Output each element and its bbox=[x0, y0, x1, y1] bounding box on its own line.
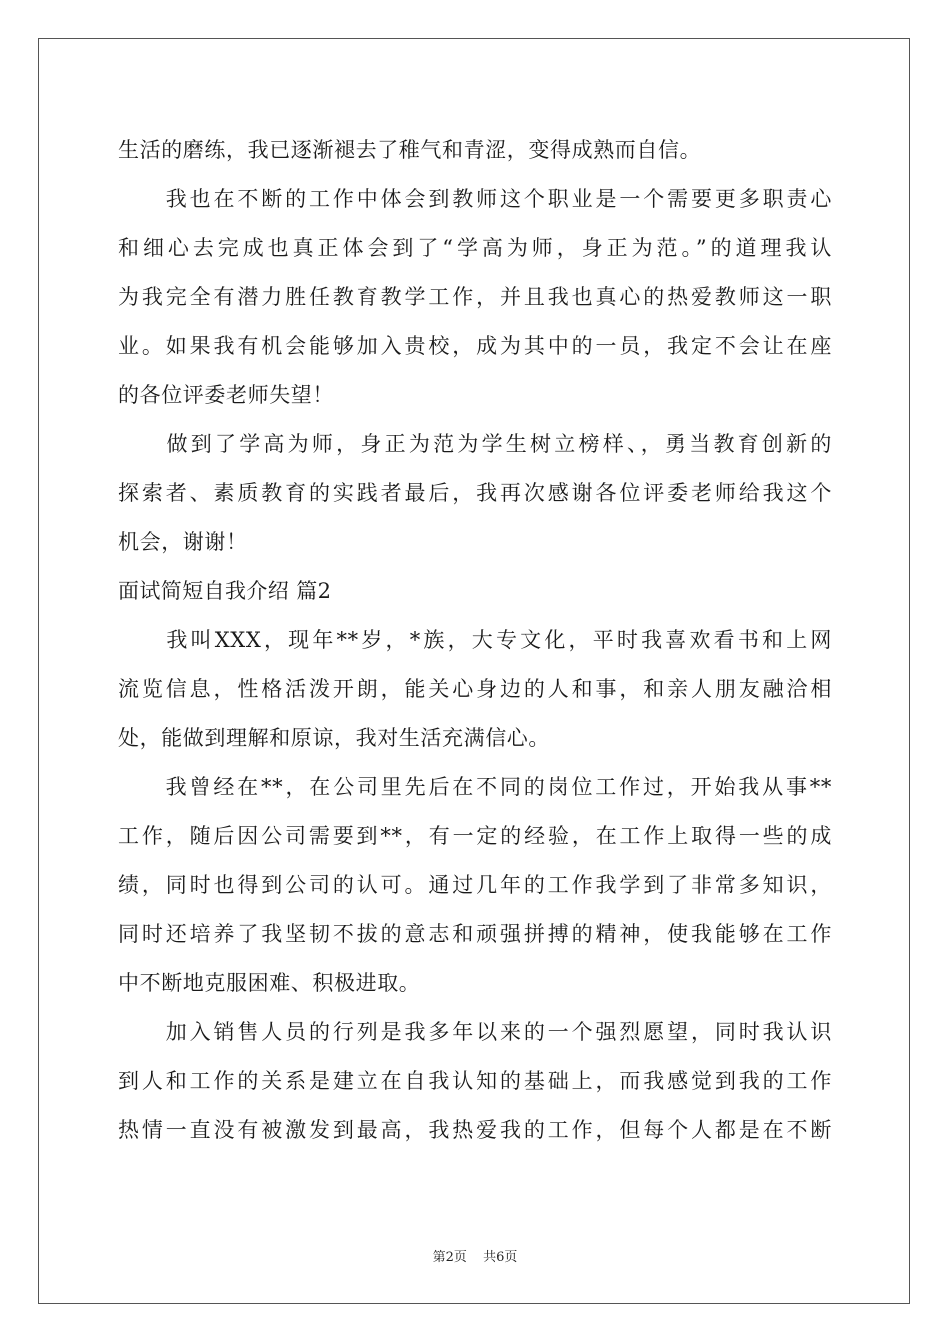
text-line: 热情一直没有被激发到最高，我热爱我的工作，但每个人都是在不断 bbox=[118, 1118, 832, 1142]
text-line: 加入销售人员的行列是我多年以来的一个强烈愿望，同时我认识 bbox=[118, 1020, 832, 1044]
text-line: 生活的磨练，我已逐渐褪去了稚气和青涩，变得成熟而自信。 bbox=[118, 138, 702, 162]
text-line: 工作，随后因公司需要到**，有一定的经验，在工作上取得一些的成 bbox=[118, 824, 832, 848]
text-line: 我叫XXX，现年**岁，*族，大专文化，平时我喜欢看书和上网 bbox=[118, 628, 832, 652]
page-number: 第2页 bbox=[432, 1250, 467, 1265]
text-line: 我曾经在**，在公司里先后在不同的岗位工作过，开始我从事** bbox=[118, 775, 832, 799]
text-line: 和细心去完成也真正体会到了“学高为师，身正为范。”的道理我认 bbox=[118, 236, 832, 260]
page-footer bbox=[0, 1246, 950, 1265]
text-line: 中不断地克服困难、积极进取。 bbox=[118, 971, 421, 995]
text-line: 机会，谢谢！ bbox=[118, 530, 248, 554]
document-body bbox=[118, 126, 832, 1155]
page-total: 共6页 bbox=[483, 1250, 518, 1265]
text-line: 绩，同时也得到公司的认可。通过几年的工作我学到了非常多知识， bbox=[118, 873, 832, 897]
text-line: 探索者、素质教育的实践者最后，我再次感谢各位评委老师给我这个 bbox=[118, 481, 832, 505]
text-line: 为我完全有潜力胜任教育教学工作，并且我也真心的热爱教师这一职 bbox=[118, 285, 832, 309]
text-line: 处，能做到理解和原谅，我对生活充满信心。 bbox=[118, 726, 550, 750]
text-line: 到人和工作的关系是建立在自我认知的基础上，而我感觉到我的工作 bbox=[118, 1069, 832, 1093]
text-line: 的各位评委老师失望！ bbox=[118, 383, 334, 407]
text-line: 流览信息，性格活泼开朗，能关心身边的人和事，和亲人朋友融洽相 bbox=[118, 677, 832, 701]
text-line: 做到了学高为师，身正为范为学生树立榜样、，勇当教育创新的 bbox=[118, 432, 832, 456]
text-line: 我也在不断的工作中体会到教师这个职业是一个需要更多职责心 bbox=[118, 187, 832, 211]
text-line: 同时还培养了我坚韧不拔的意志和顽强拼搏的精神，使我能够在工作 bbox=[118, 922, 832, 946]
text-line: 业。如果我有机会能够加入贵校，成为其中的一员，我定不会让在座 bbox=[118, 334, 832, 358]
section-heading: 面试简短自我介绍 篇2 bbox=[118, 579, 332, 603]
